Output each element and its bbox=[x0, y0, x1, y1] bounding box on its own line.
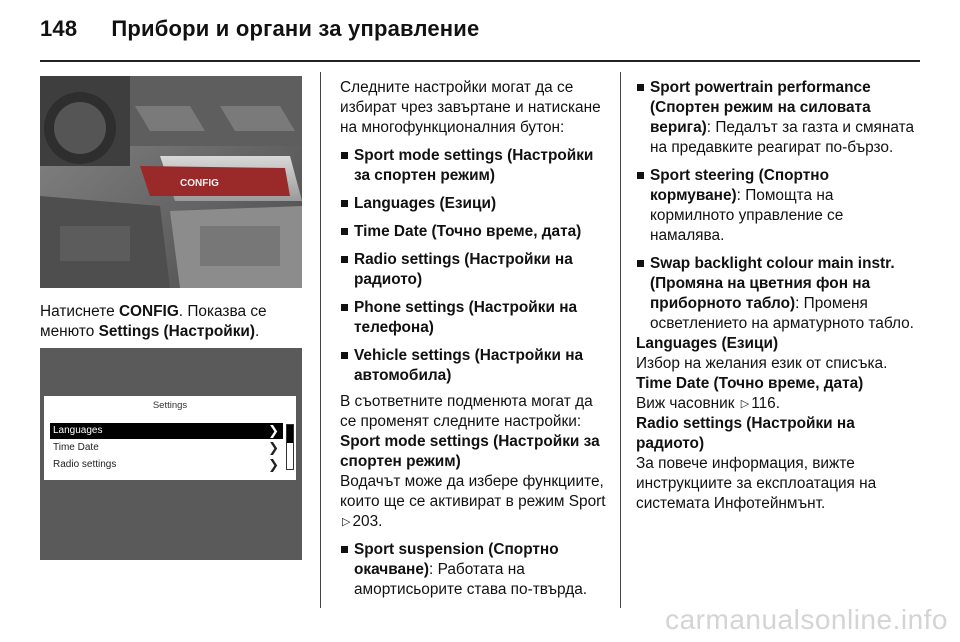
scrollbar-thumb bbox=[287, 425, 293, 443]
item-text: : Променя осветлението на арматурното табло. bbox=[650, 295, 914, 332]
list-item: Radio settings (Настройки на радиото) bbox=[340, 250, 608, 290]
submenu-text: В съответните подменюта могат да се променят следните настройки: bbox=[340, 393, 593, 430]
settings-menu-list bbox=[340, 146, 608, 386]
list-item: Time Date (Точно време, дата) bbox=[340, 222, 608, 242]
list-item: Vehicle settings (Настройки на автомобила) bbox=[340, 346, 608, 386]
page-number: 148 bbox=[40, 16, 78, 41]
settings-title: Settings bbox=[152, 400, 188, 411]
sport-mode-ref: 203. bbox=[352, 513, 383, 530]
caption-text-2: . Показва се менюто bbox=[40, 303, 267, 340]
time-date-ref: 116. bbox=[751, 395, 781, 412]
page-header bbox=[40, 16, 479, 42]
row-label: Languages bbox=[53, 425, 103, 436]
config-caption bbox=[40, 302, 305, 342]
languages-heading: Languages (Езици) bbox=[636, 335, 779, 352]
list-item bbox=[636, 78, 918, 158]
row-label: Radio settings bbox=[53, 459, 117, 470]
list-item bbox=[636, 166, 918, 246]
radio-text: За повече информация, вижте инструкциите за експлоатация на системата Инфотейнмънт. bbox=[636, 455, 877, 512]
chevron-right-icon: ❯ bbox=[268, 457, 279, 472]
time-date-text bbox=[636, 394, 918, 414]
item-title: Sport powertrain performance (Спортен режим на силовата верига) bbox=[650, 79, 871, 136]
item-text: : Работата на амортисьорите става по-твърда. bbox=[354, 561, 588, 598]
column-divider-1 bbox=[320, 72, 321, 608]
intro-text: Следните настройки могат да се избират чрез завъртане и натискане на многофункционалния бутон: bbox=[340, 79, 601, 136]
watermark: carmanualsonline.info bbox=[665, 604, 948, 635]
time-date-body: Виж часовник bbox=[636, 395, 739, 412]
row-label: Time Date bbox=[53, 442, 99, 453]
caption-end: . bbox=[255, 323, 260, 340]
middle-column bbox=[340, 78, 608, 600]
chevron-right-icon: ❯ bbox=[268, 440, 279, 455]
dashboard-panel-illustration bbox=[40, 76, 302, 288]
time-date-heading: Time Date (Точно време, дата) bbox=[636, 375, 864, 392]
config-button-photo bbox=[40, 76, 302, 288]
item-text: : Помощта на кормилното управление се намалява. bbox=[650, 187, 844, 244]
settings-scrollbar bbox=[286, 424, 294, 470]
item-title: Sport steering (Спортно кормуване) bbox=[650, 167, 829, 204]
item-title: Swap backlight colour main instr. (Промяна на цветния фон на приборното табло) bbox=[650, 255, 895, 312]
page-reference-icon: ▷ bbox=[740, 398, 750, 410]
caption-config: CONFIG bbox=[118, 303, 179, 320]
caption-text: Натиснете bbox=[40, 303, 119, 320]
sport-suspension-list bbox=[340, 540, 608, 600]
sport-mode-heading: Sport mode settings (Настройки за спортен режим) bbox=[340, 433, 600, 470]
chevron-right-icon: ❯ bbox=[268, 423, 279, 438]
languages-text: Избор на желания език от списъка. bbox=[636, 355, 888, 372]
radio-heading: Radio settings (Настройки на радиото) bbox=[636, 415, 855, 452]
item-text: : Педалът за газта и смяната на предавките реагират по-бързо. bbox=[650, 119, 915, 156]
column-divider-2 bbox=[620, 72, 621, 608]
header-rule bbox=[40, 60, 920, 62]
settings-display bbox=[44, 396, 296, 480]
settings-screen-illustration bbox=[40, 348, 302, 560]
sport-mode-text bbox=[340, 472, 608, 532]
page-reference-icon: ▷ bbox=[342, 516, 351, 528]
list-item: Languages (Езици) bbox=[340, 194, 608, 214]
sport-options-list bbox=[636, 78, 918, 334]
list-item bbox=[636, 254, 918, 334]
sport-mode-body: Водачът може да избере функциите, които ще се активират в режим Sport bbox=[340, 473, 606, 510]
list-item: Phone settings (Настройки на телефона) bbox=[340, 298, 608, 338]
page-title: Прибори и органи за управление bbox=[111, 16, 480, 41]
settings-row-languages bbox=[50, 423, 283, 439]
config-label: CONFIG bbox=[180, 178, 219, 189]
item-title: Sport suspension (Спортно окачване) bbox=[354, 541, 559, 578]
list-item bbox=[340, 540, 608, 600]
caption-settings: Settings (Настройки) bbox=[98, 323, 256, 340]
right-column bbox=[636, 78, 918, 514]
settings-row-time-date bbox=[50, 440, 283, 456]
settings-row-radio bbox=[50, 457, 283, 473]
list-item: Sport mode settings (Настройки за спортен режим) bbox=[340, 146, 608, 186]
